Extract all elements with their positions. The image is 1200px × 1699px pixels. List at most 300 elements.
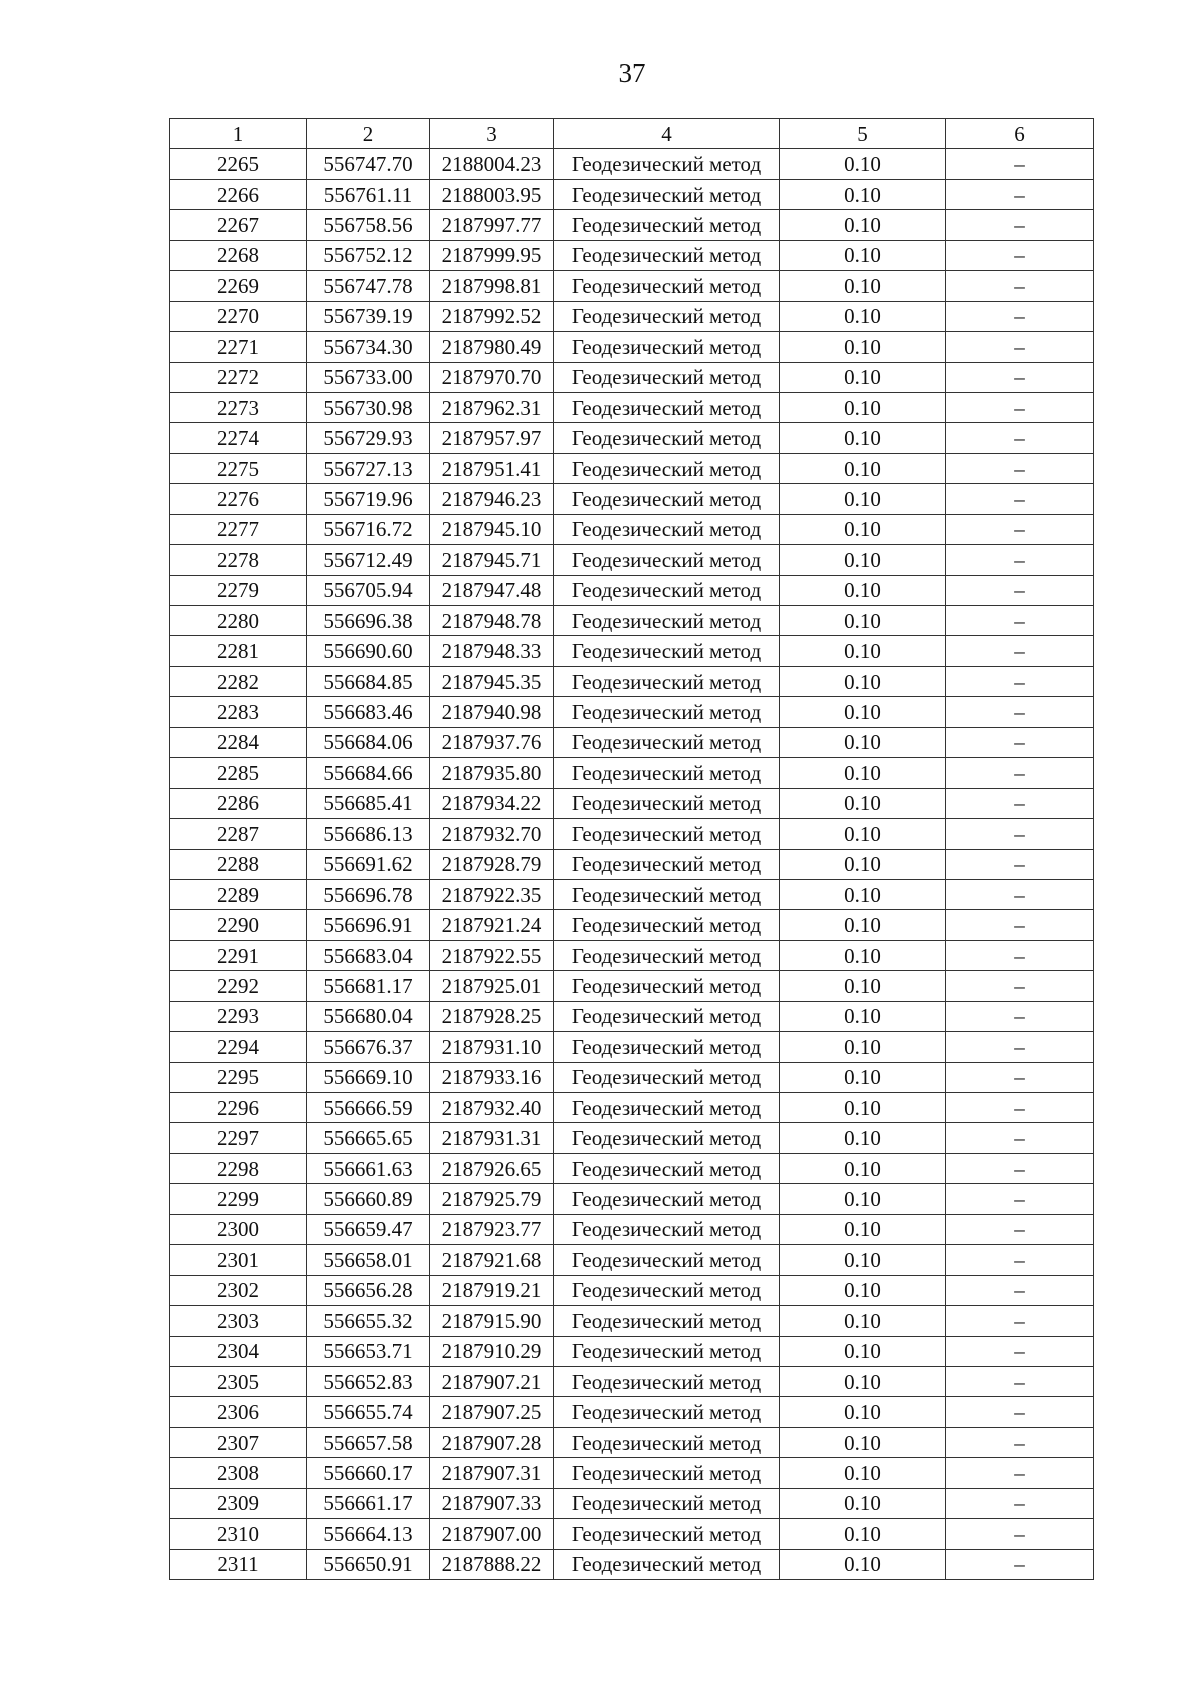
x-coordinate-cell: 556734.30 xyxy=(307,332,430,362)
accuracy-cell: 0.10 xyxy=(780,697,946,727)
table-row xyxy=(170,362,1094,392)
x-coordinate-cell: 556683.04 xyxy=(307,940,430,970)
y-coordinate-cell: 2187933.16 xyxy=(430,1062,554,1092)
table-row xyxy=(170,210,1094,240)
x-coordinate-cell: 556684.85 xyxy=(307,666,430,696)
accuracy-cell: 0.10 xyxy=(780,545,946,575)
y-coordinate-cell: 2187946.23 xyxy=(430,484,554,514)
table-row xyxy=(170,1123,1094,1153)
table-row xyxy=(170,392,1094,422)
note-cell: – xyxy=(946,453,1094,483)
method-cell: Геодезический метод xyxy=(554,971,780,1001)
point-number-cell: 2297 xyxy=(170,1123,307,1153)
accuracy-cell: 0.10 xyxy=(780,1458,946,1488)
column-header: 5 xyxy=(780,119,946,149)
point-number-cell: 2289 xyxy=(170,879,307,909)
point-number-cell: 2303 xyxy=(170,1306,307,1336)
note-cell: – xyxy=(946,910,1094,940)
accuracy-cell: 0.10 xyxy=(780,179,946,209)
method-cell: Геодезический метод xyxy=(554,819,780,849)
point-number-cell: 2268 xyxy=(170,240,307,270)
accuracy-cell: 0.10 xyxy=(780,1549,946,1579)
point-number-cell: 2305 xyxy=(170,1366,307,1396)
y-coordinate-cell: 2187934.22 xyxy=(430,788,554,818)
method-cell: Геодезический метод xyxy=(554,1184,780,1214)
column-header: 2 xyxy=(307,119,430,149)
table-row xyxy=(170,1549,1094,1579)
method-cell: Геодезический метод xyxy=(554,1062,780,1092)
point-number-cell: 2300 xyxy=(170,1214,307,1244)
table-row xyxy=(170,1062,1094,1092)
method-cell: Геодезический метод xyxy=(554,514,780,544)
point-number-cell: 2269 xyxy=(170,271,307,301)
column-header: 1 xyxy=(170,119,307,149)
table-row xyxy=(170,1458,1094,1488)
table-row xyxy=(170,1366,1094,1396)
y-coordinate-cell: 2187921.24 xyxy=(430,910,554,940)
accuracy-cell: 0.10 xyxy=(780,879,946,909)
accuracy-cell: 0.10 xyxy=(780,910,946,940)
note-cell: – xyxy=(946,1093,1094,1123)
note-cell: – xyxy=(946,940,1094,970)
method-cell: Геодезический метод xyxy=(554,758,780,788)
point-number-cell: 2288 xyxy=(170,849,307,879)
y-coordinate-cell: 2187907.31 xyxy=(430,1458,554,1488)
note-cell: – xyxy=(946,1123,1094,1153)
note-cell: – xyxy=(946,514,1094,544)
point-number-cell: 2287 xyxy=(170,819,307,849)
y-coordinate-cell: 2187945.10 xyxy=(430,514,554,544)
point-number-cell: 2272 xyxy=(170,362,307,392)
method-cell: Геодезический метод xyxy=(554,636,780,666)
method-cell: Геодезический метод xyxy=(554,1214,780,1244)
table-row xyxy=(170,1275,1094,1305)
note-cell: – xyxy=(946,636,1094,666)
note-cell: – xyxy=(946,1336,1094,1366)
point-number-cell: 2311 xyxy=(170,1549,307,1579)
table-row xyxy=(170,879,1094,909)
table-row xyxy=(170,1184,1094,1214)
y-coordinate-cell: 2187932.40 xyxy=(430,1093,554,1123)
note-cell: – xyxy=(946,879,1094,909)
x-coordinate-cell: 556661.17 xyxy=(307,1488,430,1518)
method-cell: Геодезический метод xyxy=(554,1032,780,1062)
note-cell: – xyxy=(946,1519,1094,1549)
method-cell: Геодезический метод xyxy=(554,606,780,636)
x-coordinate-cell: 556661.63 xyxy=(307,1153,430,1183)
method-cell: Геодезический метод xyxy=(554,1245,780,1275)
x-coordinate-cell: 556681.17 xyxy=(307,971,430,1001)
y-coordinate-cell: 2187925.79 xyxy=(430,1184,554,1214)
point-number-cell: 2283 xyxy=(170,697,307,727)
point-number-cell: 2276 xyxy=(170,484,307,514)
table-row xyxy=(170,666,1094,696)
accuracy-cell: 0.10 xyxy=(780,1275,946,1305)
table-row xyxy=(170,1032,1094,1062)
table-row xyxy=(170,453,1094,483)
table-row xyxy=(170,636,1094,666)
y-coordinate-cell: 2187940.98 xyxy=(430,697,554,727)
accuracy-cell: 0.10 xyxy=(780,271,946,301)
table-row xyxy=(170,910,1094,940)
method-cell: Геодезический метод xyxy=(554,1306,780,1336)
y-coordinate-cell: 2187945.71 xyxy=(430,545,554,575)
x-coordinate-cell: 556686.13 xyxy=(307,819,430,849)
table-row xyxy=(170,332,1094,362)
note-cell: – xyxy=(946,819,1094,849)
table-row xyxy=(170,149,1094,179)
y-coordinate-cell: 2187948.78 xyxy=(430,606,554,636)
x-coordinate-cell: 556650.91 xyxy=(307,1549,430,1579)
note-cell: – xyxy=(946,392,1094,422)
table-row xyxy=(170,788,1094,818)
method-cell: Геодезический метод xyxy=(554,149,780,179)
point-number-cell: 2306 xyxy=(170,1397,307,1427)
accuracy-cell: 0.10 xyxy=(780,1184,946,1214)
note-cell: – xyxy=(946,1366,1094,1396)
table-row xyxy=(170,1306,1094,1336)
y-coordinate-cell: 2187998.81 xyxy=(430,271,554,301)
accuracy-cell: 0.10 xyxy=(780,1336,946,1366)
method-cell: Геодезический метод xyxy=(554,697,780,727)
accuracy-cell: 0.10 xyxy=(780,1366,946,1396)
x-coordinate-cell: 556685.41 xyxy=(307,788,430,818)
x-coordinate-cell: 556752.12 xyxy=(307,240,430,270)
y-coordinate-cell: 2187948.33 xyxy=(430,636,554,666)
x-coordinate-cell: 556705.94 xyxy=(307,575,430,605)
accuracy-cell: 0.10 xyxy=(780,940,946,970)
accuracy-cell: 0.10 xyxy=(780,1214,946,1244)
x-coordinate-cell: 556739.19 xyxy=(307,301,430,331)
accuracy-cell: 0.10 xyxy=(780,971,946,1001)
method-cell: Геодезический метод xyxy=(554,879,780,909)
point-number-cell: 2267 xyxy=(170,210,307,240)
point-number-cell: 2301 xyxy=(170,1245,307,1275)
table-row xyxy=(170,819,1094,849)
method-cell: Геодезический метод xyxy=(554,849,780,879)
point-number-cell: 2275 xyxy=(170,453,307,483)
y-coordinate-cell: 2187980.49 xyxy=(430,332,554,362)
table-row xyxy=(170,1214,1094,1244)
note-cell: – xyxy=(946,758,1094,788)
accuracy-cell: 0.10 xyxy=(780,1519,946,1549)
y-coordinate-cell: 2187962.31 xyxy=(430,392,554,422)
x-coordinate-cell: 556683.46 xyxy=(307,697,430,727)
accuracy-cell: 0.10 xyxy=(780,1001,946,1031)
note-cell: – xyxy=(946,1458,1094,1488)
note-cell: – xyxy=(946,1001,1094,1031)
point-number-cell: 2282 xyxy=(170,666,307,696)
note-cell: – xyxy=(946,1275,1094,1305)
accuracy-cell: 0.10 xyxy=(780,149,946,179)
point-number-cell: 2285 xyxy=(170,758,307,788)
method-cell: Геодезический метод xyxy=(554,545,780,575)
table-row xyxy=(170,606,1094,636)
x-coordinate-cell: 556684.66 xyxy=(307,758,430,788)
point-number-cell: 2265 xyxy=(170,149,307,179)
point-number-cell: 2271 xyxy=(170,332,307,362)
point-number-cell: 2280 xyxy=(170,606,307,636)
y-coordinate-cell: 2187907.25 xyxy=(430,1397,554,1427)
method-cell: Геодезический метод xyxy=(554,392,780,422)
note-cell: – xyxy=(946,1397,1094,1427)
point-number-cell: 2279 xyxy=(170,575,307,605)
x-coordinate-cell: 556696.78 xyxy=(307,879,430,909)
note-cell: – xyxy=(946,849,1094,879)
table-row xyxy=(170,1397,1094,1427)
table-row xyxy=(170,484,1094,514)
x-coordinate-cell: 556660.89 xyxy=(307,1184,430,1214)
point-number-cell: 2310 xyxy=(170,1519,307,1549)
method-cell: Геодезический метод xyxy=(554,1366,780,1396)
y-coordinate-cell: 2187992.52 xyxy=(430,301,554,331)
note-cell: – xyxy=(946,606,1094,636)
accuracy-cell: 0.10 xyxy=(780,849,946,879)
point-number-cell: 2307 xyxy=(170,1427,307,1457)
y-coordinate-cell: 2187907.28 xyxy=(430,1427,554,1457)
note-cell: – xyxy=(946,423,1094,453)
x-coordinate-cell: 556716.72 xyxy=(307,514,430,544)
accuracy-cell: 0.10 xyxy=(780,514,946,544)
accuracy-cell: 0.10 xyxy=(780,788,946,818)
note-cell: – xyxy=(946,971,1094,1001)
point-number-cell: 2296 xyxy=(170,1093,307,1123)
accuracy-cell: 0.10 xyxy=(780,453,946,483)
x-coordinate-cell: 556691.62 xyxy=(307,849,430,879)
point-number-cell: 2290 xyxy=(170,910,307,940)
x-coordinate-cell: 556729.93 xyxy=(307,423,430,453)
accuracy-cell: 0.10 xyxy=(780,1306,946,1336)
x-coordinate-cell: 556690.60 xyxy=(307,636,430,666)
method-cell: Геодезический метод xyxy=(554,1001,780,1031)
table-row xyxy=(170,423,1094,453)
note-cell: – xyxy=(946,149,1094,179)
x-coordinate-cell: 556758.56 xyxy=(307,210,430,240)
x-coordinate-cell: 556657.58 xyxy=(307,1427,430,1457)
accuracy-cell: 0.10 xyxy=(780,332,946,362)
table-row xyxy=(170,697,1094,727)
y-coordinate-cell: 2187907.00 xyxy=(430,1519,554,1549)
x-coordinate-cell: 556655.74 xyxy=(307,1397,430,1427)
point-number-cell: 2274 xyxy=(170,423,307,453)
note-cell: – xyxy=(946,210,1094,240)
point-number-cell: 2270 xyxy=(170,301,307,331)
table-row xyxy=(170,301,1094,331)
y-coordinate-cell: 2187919.21 xyxy=(430,1275,554,1305)
x-coordinate-cell: 556658.01 xyxy=(307,1245,430,1275)
method-cell: Геодезический метод xyxy=(554,332,780,362)
x-coordinate-cell: 556659.47 xyxy=(307,1214,430,1244)
note-cell: – xyxy=(946,727,1094,757)
accuracy-cell: 0.10 xyxy=(780,819,946,849)
method-cell: Геодезический метод xyxy=(554,179,780,209)
accuracy-cell: 0.10 xyxy=(780,240,946,270)
point-number-cell: 2292 xyxy=(170,971,307,1001)
x-coordinate-cell: 556652.83 xyxy=(307,1366,430,1396)
table-row xyxy=(170,727,1094,757)
method-cell: Геодезический метод xyxy=(554,1488,780,1518)
y-coordinate-cell: 2187907.21 xyxy=(430,1366,554,1396)
method-cell: Геодезический метод xyxy=(554,575,780,605)
accuracy-cell: 0.10 xyxy=(780,1123,946,1153)
accuracy-cell: 0.10 xyxy=(780,1397,946,1427)
accuracy-cell: 0.10 xyxy=(780,758,946,788)
y-coordinate-cell: 2187910.29 xyxy=(430,1336,554,1366)
method-cell: Геодезический метод xyxy=(554,1458,780,1488)
x-coordinate-cell: 556666.59 xyxy=(307,1093,430,1123)
y-coordinate-cell: 2187937.76 xyxy=(430,727,554,757)
note-cell: – xyxy=(946,666,1094,696)
table-row xyxy=(170,940,1094,970)
method-cell: Геодезический метод xyxy=(554,940,780,970)
accuracy-cell: 0.10 xyxy=(780,392,946,422)
note-cell: – xyxy=(946,1184,1094,1214)
x-coordinate-cell: 556656.28 xyxy=(307,1275,430,1305)
table-row xyxy=(170,575,1094,605)
note-cell: – xyxy=(946,1062,1094,1092)
x-coordinate-cell: 556684.06 xyxy=(307,727,430,757)
page-number: 37 xyxy=(618,58,646,88)
table-row xyxy=(170,1427,1094,1457)
method-cell: Геодезический метод xyxy=(554,1549,780,1579)
table-row xyxy=(170,1519,1094,1549)
accuracy-cell: 0.10 xyxy=(780,1427,946,1457)
method-cell: Геодезический метод xyxy=(554,910,780,940)
x-coordinate-cell: 556669.10 xyxy=(307,1062,430,1092)
note-cell: – xyxy=(946,1549,1094,1579)
note-cell: – xyxy=(946,179,1094,209)
table-row xyxy=(170,849,1094,879)
method-cell: Геодезический метод xyxy=(554,423,780,453)
point-number-cell: 2266 xyxy=(170,179,307,209)
column-header: 6 xyxy=(946,119,1094,149)
point-number-cell: 2299 xyxy=(170,1184,307,1214)
accuracy-cell: 0.10 xyxy=(780,636,946,666)
note-cell: – xyxy=(946,332,1094,362)
method-cell: Геодезический метод xyxy=(554,1397,780,1427)
x-coordinate-cell: 556664.13 xyxy=(307,1519,430,1549)
accuracy-cell: 0.10 xyxy=(780,727,946,757)
accuracy-cell: 0.10 xyxy=(780,1245,946,1275)
method-cell: Геодезический метод xyxy=(554,362,780,392)
y-coordinate-cell: 2187999.95 xyxy=(430,240,554,270)
point-number-cell: 2286 xyxy=(170,788,307,818)
method-cell: Геодезический метод xyxy=(554,1123,780,1153)
accuracy-cell: 0.10 xyxy=(780,1032,946,1062)
note-cell: – xyxy=(946,1306,1094,1336)
y-coordinate-cell: 2187926.65 xyxy=(430,1153,554,1183)
accuracy-cell: 0.10 xyxy=(780,666,946,696)
note-cell: – xyxy=(946,788,1094,818)
method-cell: Геодезический метод xyxy=(554,727,780,757)
method-cell: Геодезический метод xyxy=(554,271,780,301)
point-number-cell: 2294 xyxy=(170,1032,307,1062)
method-cell: Геодезический метод xyxy=(554,666,780,696)
note-cell: – xyxy=(946,1427,1094,1457)
table-row xyxy=(170,971,1094,1001)
point-number-cell: 2284 xyxy=(170,727,307,757)
method-cell: Геодезический метод xyxy=(554,1093,780,1123)
x-coordinate-cell: 556660.17 xyxy=(307,1458,430,1488)
accuracy-cell: 0.10 xyxy=(780,423,946,453)
table-row xyxy=(170,514,1094,544)
y-coordinate-cell: 2187970.70 xyxy=(430,362,554,392)
point-number-cell: 2298 xyxy=(170,1153,307,1183)
y-coordinate-cell: 2187947.48 xyxy=(430,575,554,605)
y-coordinate-cell: 2187925.01 xyxy=(430,971,554,1001)
x-coordinate-cell: 556653.71 xyxy=(307,1336,430,1366)
x-coordinate-cell: 556665.65 xyxy=(307,1123,430,1153)
column-header: 4 xyxy=(554,119,780,149)
point-number-cell: 2293 xyxy=(170,1001,307,1031)
y-coordinate-cell: 2187997.77 xyxy=(430,210,554,240)
y-coordinate-cell: 2187915.90 xyxy=(430,1306,554,1336)
table-row xyxy=(170,240,1094,270)
y-coordinate-cell: 2187945.35 xyxy=(430,666,554,696)
point-number-cell: 2308 xyxy=(170,1458,307,1488)
y-coordinate-cell: 2187888.22 xyxy=(430,1549,554,1579)
table-row xyxy=(170,1093,1094,1123)
y-coordinate-cell: 2187922.55 xyxy=(430,940,554,970)
x-coordinate-cell: 556727.13 xyxy=(307,453,430,483)
accuracy-cell: 0.10 xyxy=(780,210,946,240)
table-row xyxy=(170,179,1094,209)
point-number-cell: 2309 xyxy=(170,1488,307,1518)
table-row xyxy=(170,1001,1094,1031)
y-coordinate-cell: 2187928.25 xyxy=(430,1001,554,1031)
table-row xyxy=(170,1245,1094,1275)
note-cell: – xyxy=(946,362,1094,392)
note-cell: – xyxy=(946,271,1094,301)
note-cell: – xyxy=(946,545,1094,575)
note-cell: – xyxy=(946,1488,1094,1518)
method-cell: Геодезический метод xyxy=(554,788,780,818)
point-number-cell: 2277 xyxy=(170,514,307,544)
method-cell: Геодезический метод xyxy=(554,301,780,331)
x-coordinate-cell: 556761.11 xyxy=(307,179,430,209)
y-coordinate-cell: 2187922.35 xyxy=(430,879,554,909)
y-coordinate-cell: 2187923.77 xyxy=(430,1214,554,1244)
accuracy-cell: 0.10 xyxy=(780,1093,946,1123)
method-cell: Геодезический метод xyxy=(554,1153,780,1183)
method-cell: Геодезический метод xyxy=(554,484,780,514)
x-coordinate-cell: 556655.32 xyxy=(307,1306,430,1336)
y-coordinate-cell: 2187907.33 xyxy=(430,1488,554,1518)
point-number-cell: 2278 xyxy=(170,545,307,575)
y-coordinate-cell: 2187957.97 xyxy=(430,423,554,453)
y-coordinate-cell: 2187935.80 xyxy=(430,758,554,788)
note-cell: – xyxy=(946,1153,1094,1183)
accuracy-cell: 0.10 xyxy=(780,484,946,514)
table-header-row xyxy=(170,119,1094,149)
method-cell: Геодезический метод xyxy=(554,453,780,483)
note-cell: – xyxy=(946,1245,1094,1275)
point-number-cell: 2302 xyxy=(170,1275,307,1305)
method-cell: Геодезический метод xyxy=(554,1275,780,1305)
note-cell: – xyxy=(946,240,1094,270)
note-cell: – xyxy=(946,301,1094,331)
point-number-cell: 2273 xyxy=(170,392,307,422)
x-coordinate-cell: 556719.96 xyxy=(307,484,430,514)
y-coordinate-cell: 2187928.79 xyxy=(430,849,554,879)
table-row xyxy=(170,271,1094,301)
x-coordinate-cell: 556680.04 xyxy=(307,1001,430,1031)
x-coordinate-cell: 556730.98 xyxy=(307,392,430,422)
x-coordinate-cell: 556747.70 xyxy=(307,149,430,179)
point-number-cell: 2291 xyxy=(170,940,307,970)
y-coordinate-cell: 2187951.41 xyxy=(430,453,554,483)
accuracy-cell: 0.10 xyxy=(780,362,946,392)
